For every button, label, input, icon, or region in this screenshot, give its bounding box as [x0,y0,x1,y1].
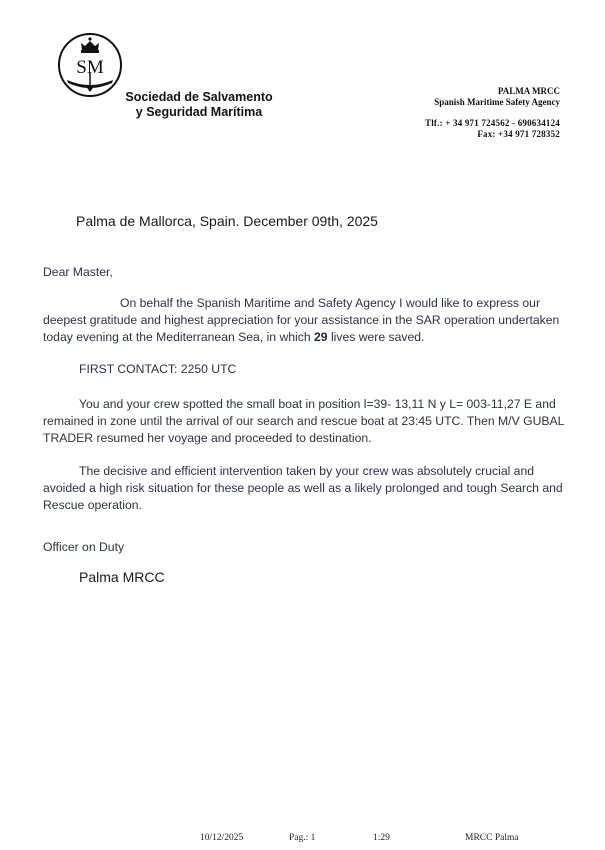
phone-numbers: Tlf.: + 34 971 724562 - 690634124 [425,118,560,128]
fax-number: Fax: +34 971 728352 [477,129,560,139]
agency-block [434,86,560,108]
contact-block [425,118,560,140]
paragraph-intervention [43,463,573,514]
page-footer [0,833,605,847]
organization-name-line1: Sociedad de Salvamento [125,90,273,104]
agency-subtitle: Spanish Maritime Safety Agency [434,97,560,107]
signature: Palma MRCC [79,569,165,585]
first-contact-time: FIRST CONTACT: 2250 UTC [79,362,237,376]
closing-officer-on-duty: Officer on Duty [43,540,125,554]
paragraph-gratitude-text-start: On behalf the Spanish Maritime and Safety Agency I would like to express our deepest gratitude and highest appreciation for your assistance in the SAR operation undertaken today evening at the Mediterranean Sea, in which [43,296,560,344]
salvamento-maritimo-logo [57,30,123,100]
footer-date: 10/12/2025 [200,833,244,843]
agency-title: PALMA MRCC [497,86,560,96]
footer-page-number: Pag.: 1 [289,833,316,843]
dateline: Palma de Mallorca, Spain. December 09th, 2025 [76,213,378,229]
paragraph-gratitude [43,295,568,346]
footer-office: MRCC Palma [465,833,519,843]
crown-anchor-emblem-icon [57,30,123,100]
footer-time: 1:29 [373,833,390,843]
salutation: Dear Master, [43,265,113,279]
organization-name-line2: y Seguridad Marítima [135,105,263,119]
organization-name [118,90,280,120]
paragraph-gratitude-text-end: lives were saved. [327,330,425,344]
paragraph-position [43,396,573,447]
lives-saved-count: 29 [314,330,328,344]
paragraph-position-text: You and your crew spotted the small boat in position l=39- 13,11 N y L= 003-11,27 E and remained in zone until the arrival of our search and rescue boat at 23:45 UTC. Then M/V GUBAL TRADER resumed her voyage and proceeded to destination. [43,397,564,445]
paragraph-intervention-text: The decisive and efficient intervention taken by your crew was absolutely crucial and avoided a high risk situation for these people as well as a likely prolonged and tough Search and Rescue operation. [43,464,563,512]
logo-monogram: SM [76,57,104,78]
